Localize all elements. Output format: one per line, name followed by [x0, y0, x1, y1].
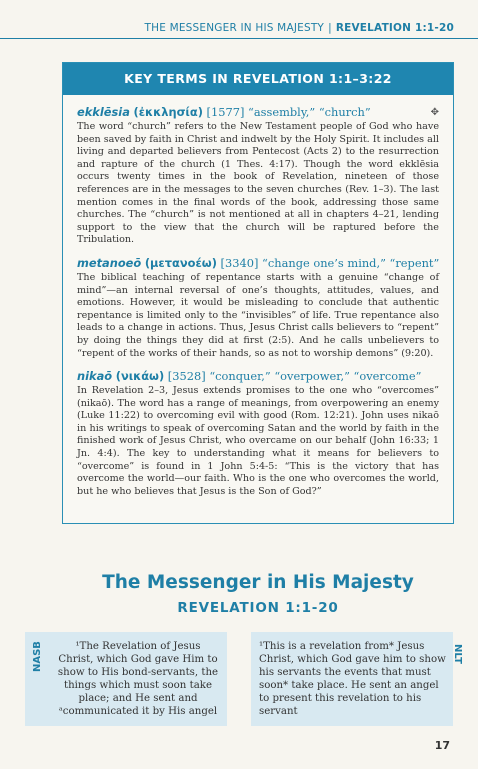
- term-greek: (νικάω): [115, 369, 165, 384]
- key-terms-box: [62, 62, 454, 524]
- term-strongs-number: [3340]: [220, 255, 259, 270]
- term-ekklesia: [77, 105, 439, 247]
- nlt-text: ¹This is a revelation from* Jesus Christ, which God gave him to show his servants the events that must soon* take place. He sent an angel to present this revelation to his servant: [259, 641, 446, 717]
- key-terms-body: [63, 95, 453, 498]
- header-rule: [0, 38, 478, 39]
- section-reference: REVELATION 1:1-20: [177, 600, 339, 616]
- term-gloss: “assembly,” “church”: [248, 105, 371, 119]
- page-number: 17: [434, 739, 450, 752]
- term-metanoeo: [77, 256, 439, 360]
- key-terms-title: KEY TERMS IN REVELATION 1:1–3:22: [63, 63, 453, 95]
- term-nikao: [77, 369, 439, 498]
- term-heading: [77, 105, 439, 120]
- term-heading: [77, 256, 439, 271]
- term-strongs-number: [1577]: [206, 105, 245, 119]
- running-head-section: THE MESSENGER IN HIS MAJESTY: [144, 22, 325, 34]
- term-transliteration: nikaō: [77, 369, 113, 384]
- nasb-column: [25, 632, 227, 726]
- term-heading: [77, 369, 439, 384]
- term-gloss: “conquer,” “overpower,” “overcome”: [209, 369, 422, 384]
- ornament-icon: ✥: [430, 107, 439, 118]
- running-head-separator: |: [328, 22, 332, 34]
- running-head: [145, 22, 455, 34]
- term-definition: The biblical teaching of repentance starts with a genuine “change of mind”—an internal reversal of one’s thoughts, attitudes, values, and emotions. However, it would be misleading to conclude that authentic repentance is limited only to the “invisibles” of life. True repentance also leads to a change in actions. Thus, Jesus Christ calls believers to “repent” by doing the things they did at first (2:5). And he calls unbelievers to “repent of the works of their hands, so as not to worship demons” (9:20).: [77, 271, 439, 359]
- term-definition: The word “church” refers to the New Testament people of God who have been saved by faith in Christ and indwelt by the Holy Spirit. It includes all living and departed believers from Pentecost (Acts 2) to the resurrection and rapture of the church (1 Thes. 4:17). Though the word ekklēsia occurs twenty times in the book of Revelation, nineteen of those references are in the messages to the seven churches (Rev. 1–3). The last mention comes in the final words of the book, addressing those same churches. The “church” is not mentioned at all in chapters 4–21, lending support to the view that the church will be raptured before the Tribulation.: [77, 121, 439, 246]
- term-strongs-number: [3528]: [167, 369, 206, 384]
- term-transliteration: metanoeō: [77, 255, 142, 270]
- term-greek: (ἐκκλησία): [133, 105, 203, 119]
- term-gloss: “change one’s mind,” “repent”: [262, 255, 440, 270]
- translation-label-nasb: NASB: [32, 641, 43, 672]
- translation-label-nlt: NLT: [452, 644, 463, 664]
- term-definition: In Revelation 2–3, Jesus extends promises to the one who “overcomes” (nikaō). The word has a range of meanings, from overpowering an enemy (Luke 11:22) to overcoming evil with good (Rom. 12:21). John uses nikaō in his writings to speak of overcoming Satan and the world by faith in the finished work of Jesus Christ, who overcame on our behalf (John 16:33; 1 Jn. 4:4). The key to understanding what it means for believers to “overcome” is found in 1 John 5:4-5: “This is the victory that has overcome the world—our faith. Who is the one who overcomes the world, but he who believes that Jesus is the Son of God?”: [77, 385, 439, 497]
- term-greek: (μετανοέω): [144, 255, 217, 270]
- term-transliteration: ekklēsia: [77, 105, 130, 119]
- running-head-reference: REVELATION 1:1-20: [335, 22, 454, 34]
- nasb-text: ¹The Revelation of Jesus Christ, which God gave Him to show to His bond-servants, the things which must soon take place; and He sent and ᵃcommunicated it by His angel: [57, 641, 219, 717]
- section-title: The Messenger in His Majesty: [102, 572, 414, 593]
- nlt-column: [251, 632, 463, 726]
